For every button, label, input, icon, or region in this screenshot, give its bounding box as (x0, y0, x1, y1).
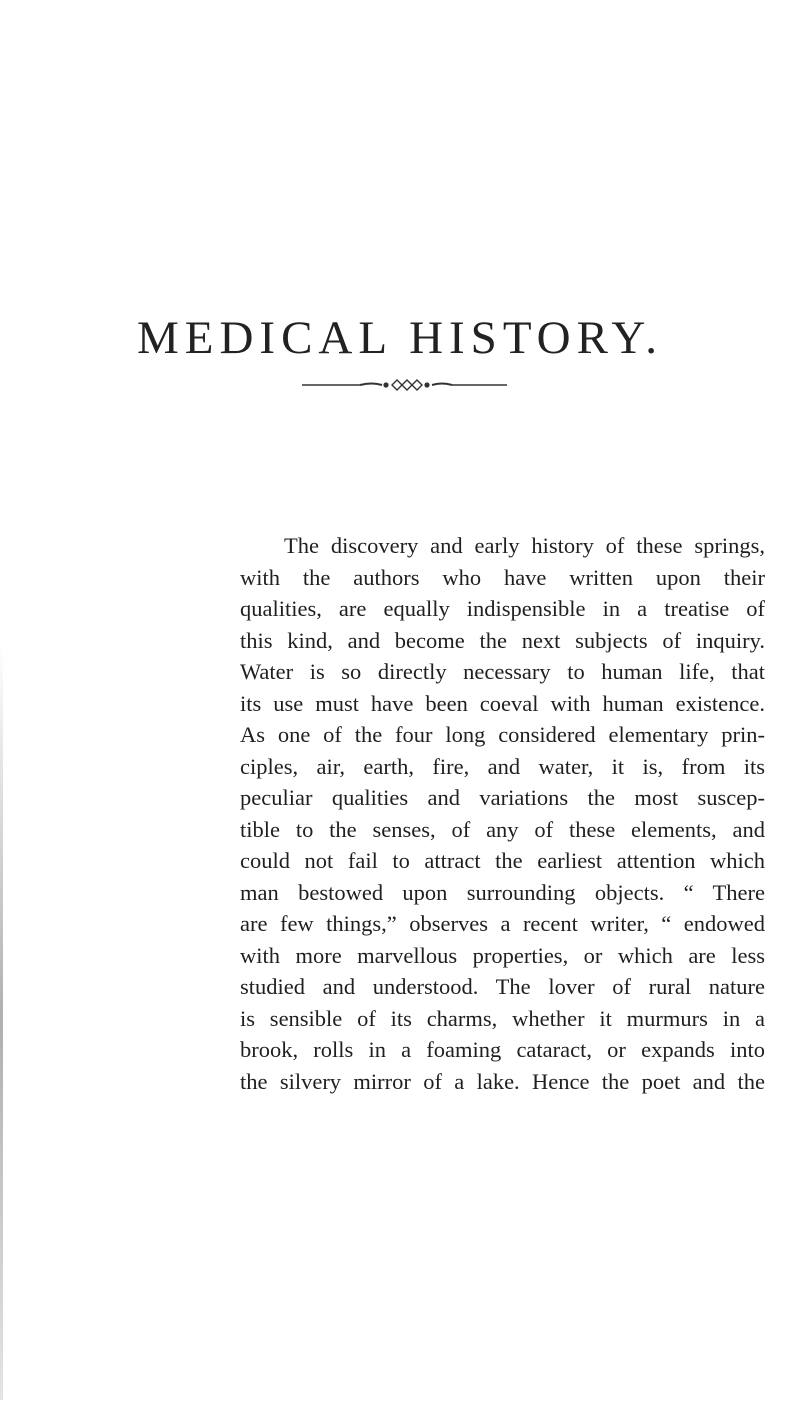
paragraph-line: man bestowed upon surrounding objects. “ There (240, 879, 765, 905)
paragraph-line: ciples, air, earth, fire, and water, it is, from its (240, 753, 765, 779)
page-gutter-shadow (0, 640, 3, 1400)
paragraph-line: its use must have been coeval with human existence. (240, 690, 765, 716)
paragraph-line: with the authors who have written upon their (240, 564, 765, 590)
paragraph-line: could not fail to attract the earliest attention which (240, 848, 765, 873)
chapter-title: MEDICAL HISTORY. (136, 312, 664, 365)
paragraph-line: brook, rolls in a foaming cataract, or expands into (240, 1037, 765, 1062)
paragraph-line: studied and understood. The lover of rural nature (240, 974, 765, 999)
paragraph-line: this kind, and become the next subjects of inquiry. (240, 627, 765, 653)
paragraph-line: As one of the four long considered elementary prin- (240, 722, 765, 747)
body-paragraph (240, 530, 765, 1097)
paragraph-line: tible to the senses, of any of these elements, and (240, 816, 765, 842)
paragraph-line: The discovery and early history of these springs, (284, 533, 765, 558)
paragraph-line: Water is so directly necessary to human life, that (240, 659, 765, 684)
paragraph-line: peculiar qualities and variations the most suscep- (240, 785, 765, 810)
paragraph-line: the silvery mirror of a lake. Hence the poet and the (240, 1068, 765, 1094)
paragraph-line: qualities, are equally indispensible in a treatise of (240, 596, 765, 621)
paragraph-line: is sensible of its charms, whether it murmurs in a (240, 1005, 765, 1031)
paragraph-line: are few things,” observes a recent writer, “ endowed (240, 911, 765, 936)
section-divider-ornament (302, 374, 507, 396)
paragraph-line: with more marvellous properties, or which are less (240, 942, 765, 968)
